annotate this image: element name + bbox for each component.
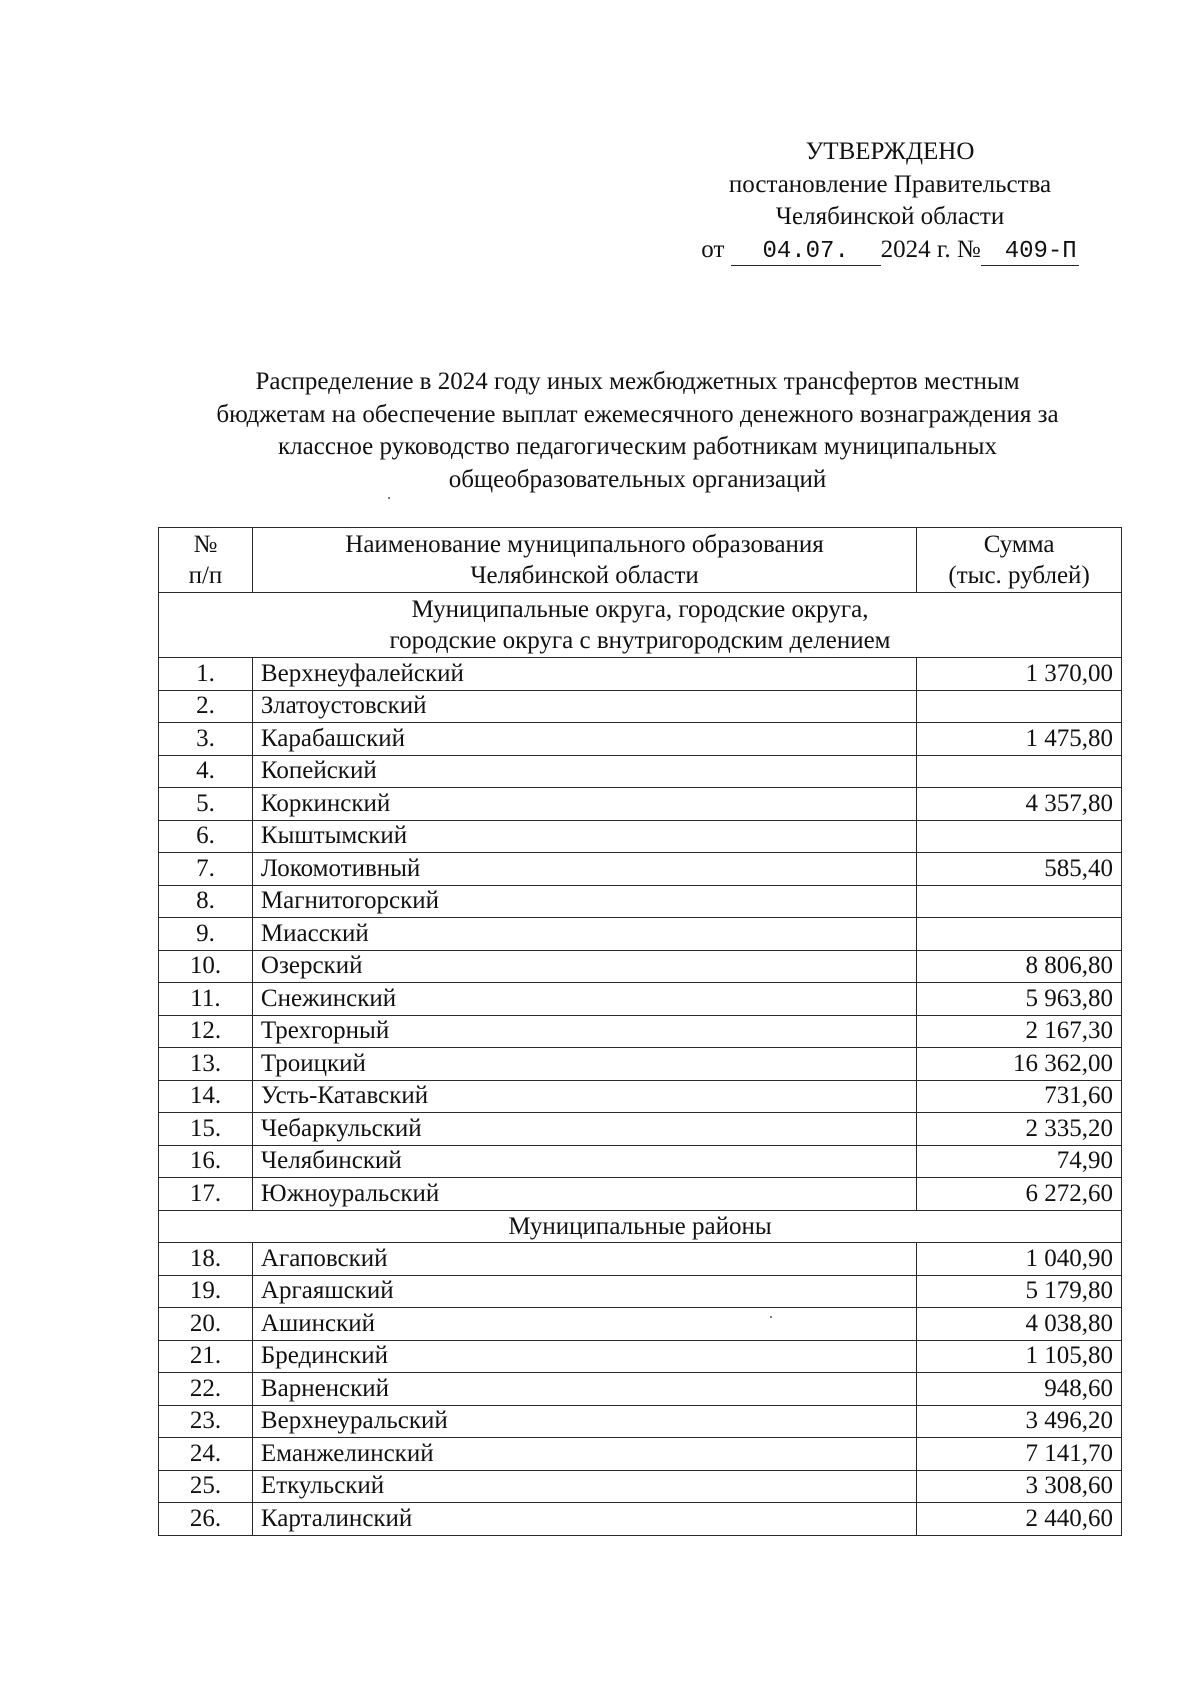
row-municipality-name: Локомотивный: [252, 853, 916, 886]
section-header-line-1: Муниципальные округа, городские округа,: [411, 596, 869, 623]
header-sum-line-2: (тыс. рублей): [948, 562, 1090, 589]
row-municipality-name: Магнитогорский: [252, 885, 916, 918]
row-municipality-name: Верхнеуральский: [252, 1405, 916, 1438]
row-municipality-name: Верхнеуфалейский: [252, 658, 916, 691]
row-number: 5.: [159, 788, 253, 821]
header-sum: [917, 528, 1122, 593]
table-row: [159, 755, 1122, 788]
table-row: [159, 1048, 1122, 1081]
row-number: 18.: [159, 1243, 253, 1276]
row-number: 10.: [159, 950, 253, 983]
header-number-line-1: №: [193, 531, 218, 558]
approval-from-label: от: [701, 235, 725, 263]
row-number: 23.: [159, 1405, 253, 1438]
table-row: [159, 1080, 1122, 1113]
table-row: [159, 853, 1122, 886]
row-municipality-name: Кыштымский: [252, 820, 916, 853]
row-number: 22.: [159, 1373, 253, 1406]
header-number: [159, 528, 253, 593]
title-line-3: классное руководство педагогическим работникам муниципальных: [278, 433, 997, 460]
table-row: [159, 788, 1122, 821]
row-sum: 4 038,80: [917, 1308, 1122, 1341]
row-number: 12.: [159, 1015, 253, 1048]
table-row: [159, 1308, 1122, 1341]
row-number: 24.: [159, 1438, 253, 1471]
row-number: 19.: [159, 1275, 253, 1308]
header-sum-line-1: Сумма: [983, 531, 1055, 558]
section-header-row: [159, 593, 1122, 658]
header-name-line-2: Челябинской области: [470, 562, 699, 589]
row-number: 6.: [159, 820, 253, 853]
row-sum: 3 496,20: [917, 1405, 1122, 1438]
title-line-1: Распределение в 2024 году иных межбюджетных трансфертов местным: [255, 368, 1020, 395]
row-number: 2.: [159, 690, 253, 723]
row-number: 25.: [159, 1470, 253, 1503]
row-municipality-name: Троицкий: [252, 1048, 916, 1081]
title-line-4: общеобразовательных организаций: [448, 465, 827, 493]
title-line-2: бюджетам на обеспечение выплат ежемесячного денежного вознаграждения за: [216, 400, 1059, 428]
row-sum: 2 167,30: [917, 1015, 1122, 1048]
row-number: 11.: [159, 983, 253, 1016]
approval-year-label: 2024 г. №: [880, 235, 981, 263]
row-sum: 7 141,70: [917, 1438, 1122, 1471]
row-number: 21.: [159, 1340, 253, 1373]
table-row: [159, 723, 1122, 756]
table-row: [159, 983, 1122, 1016]
table-row: [159, 1145, 1122, 1178]
table-row: [159, 1113, 1122, 1146]
row-municipality-name: Еткульский: [252, 1470, 916, 1503]
approval-number: 409-П: [981, 239, 1079, 266]
row-number: 15.: [159, 1113, 253, 1146]
table-row: [159, 690, 1122, 723]
approval-region: Челябинской области: [775, 203, 1005, 230]
row-sum: 585,40: [917, 853, 1122, 886]
row-sum: 5 963,80: [917, 983, 1122, 1016]
row-sum: [917, 918, 1122, 951]
row-number: 16.: [159, 1145, 253, 1178]
row-municipality-name: Златоустовский: [252, 690, 916, 723]
row-number: 13.: [159, 1048, 253, 1081]
row-municipality-name: Агаповский: [252, 1243, 916, 1276]
row-municipality-name: Челябинский: [252, 1145, 916, 1178]
row-municipality-name: Брединский: [252, 1340, 916, 1373]
row-sum: 6 272,60: [917, 1178, 1122, 1211]
table-row: [159, 1405, 1122, 1438]
row-municipality-name: Копейский: [252, 755, 916, 788]
row-sum: 731,60: [917, 1080, 1122, 1113]
row-municipality-name: Карталинский: [252, 1503, 916, 1536]
approval-stamp: [690, 136, 1090, 266]
distribution-table: [158, 527, 1122, 1536]
row-sum: 2 335,20: [917, 1113, 1122, 1146]
document-title: [150, 366, 1125, 496]
table-row: [159, 1470, 1122, 1503]
row-sum: 1 040,90: [917, 1243, 1122, 1276]
section-header-municipal-raions: Муниципальные районы: [159, 1210, 1122, 1243]
section-header-row: [159, 1210, 1122, 1243]
approval-date: 04.07.: [731, 239, 881, 266]
row-sum: 1 105,80: [917, 1340, 1122, 1373]
scan-speck: [388, 497, 390, 499]
row-sum: 8 806,80: [917, 950, 1122, 983]
row-municipality-name: Миасский: [252, 918, 916, 951]
row-municipality-name: Карабашский: [252, 723, 916, 756]
table-row: [159, 1243, 1122, 1276]
row-municipality-name: Варненский: [252, 1373, 916, 1406]
table-row: [159, 1275, 1122, 1308]
table-row: [159, 1373, 1122, 1406]
table-row: [159, 1178, 1122, 1211]
row-municipality-name: Чебаркульский: [252, 1113, 916, 1146]
row-municipality-name: Трехгорный: [252, 1015, 916, 1048]
approval-document-type: постановление Правительства: [728, 170, 1052, 198]
row-number: 8.: [159, 885, 253, 918]
row-sum: [917, 820, 1122, 853]
table-row: [159, 918, 1122, 951]
row-number: 14.: [159, 1080, 253, 1113]
table-row: [159, 658, 1122, 691]
table-row: [159, 820, 1122, 853]
approval-heading: УТВЕРЖДЕНО: [805, 138, 975, 165]
row-number: 9.: [159, 918, 253, 951]
row-sum: [917, 885, 1122, 918]
row-sum: 2 440,60: [917, 1503, 1122, 1536]
row-sum: 1 475,80: [917, 723, 1122, 756]
row-number: 7.: [159, 853, 253, 886]
row-municipality-name: Усть-Катавский: [252, 1080, 916, 1113]
row-municipality-name: Ашинский: [252, 1308, 916, 1341]
row-municipality-name: Коркинский: [252, 788, 916, 821]
table-row: [159, 885, 1122, 918]
row-sum: 16 362,00: [917, 1048, 1122, 1081]
row-sum: 74,90: [917, 1145, 1122, 1178]
row-number: 17.: [159, 1178, 253, 1211]
table-row: [159, 1015, 1122, 1048]
table-row: [159, 950, 1122, 983]
section-header-line-2: городские округа с внутригородским делением: [389, 627, 891, 654]
row-municipality-name: Южноуральский: [252, 1178, 916, 1211]
header-number-line-2: п/п: [188, 562, 223, 589]
header-name-line-1: Наименование муниципального образования: [345, 531, 824, 558]
row-number: 4.: [159, 755, 253, 788]
row-sum: 4 357,80: [917, 788, 1122, 821]
row-number: 1.: [159, 658, 253, 691]
row-municipality-name: Озерский: [252, 950, 916, 983]
table-row: [159, 1340, 1122, 1373]
table-header-row: [159, 528, 1122, 593]
table-row: [159, 1438, 1122, 1471]
table-row: [159, 1503, 1122, 1536]
row-municipality-name: Аргаяшский: [252, 1275, 916, 1308]
row-sum: 948,60: [917, 1373, 1122, 1406]
row-number: 20.: [159, 1308, 253, 1341]
row-sum: 5 179,80: [917, 1275, 1122, 1308]
row-number: 26.: [159, 1503, 253, 1536]
approval-date-number: [690, 234, 1090, 267]
row-municipality-name: Снежинский: [252, 983, 916, 1016]
row-number: 3.: [159, 723, 253, 756]
row-municipality-name: Еманжелинский: [252, 1438, 916, 1471]
row-sum: [917, 755, 1122, 788]
row-sum: 3 308,60: [917, 1470, 1122, 1503]
section-header-municipal-and-city-districts: [159, 593, 1122, 658]
row-sum: 1 370,00: [917, 658, 1122, 691]
row-sum: [917, 690, 1122, 723]
header-name: [252, 528, 916, 593]
